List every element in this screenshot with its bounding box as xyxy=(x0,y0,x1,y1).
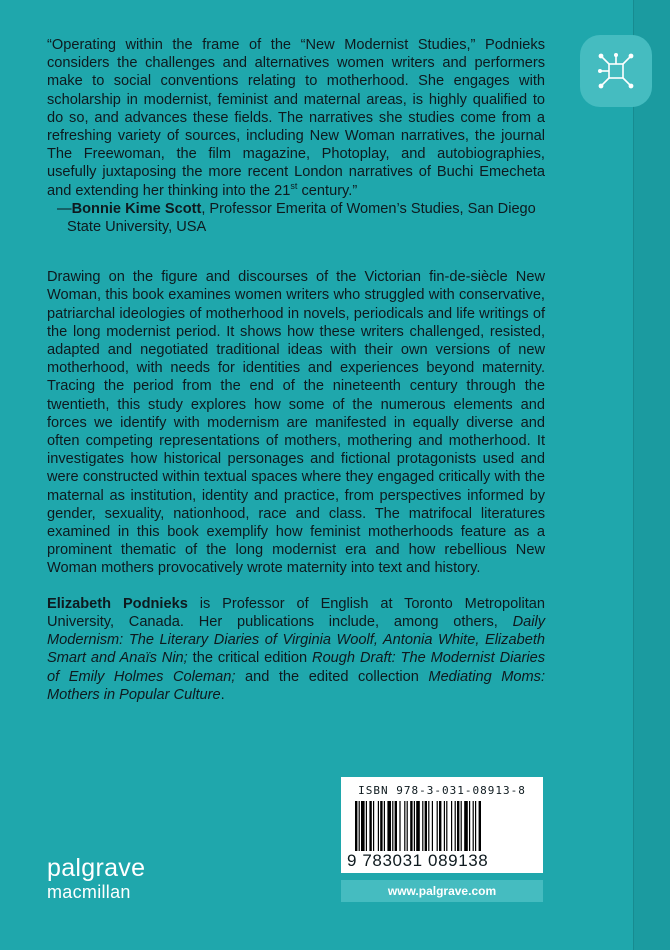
quote-text: “Operating within the frame of the “New Modernist Studies,” Podnieks considers the challenges and alternatives women writers and performers make to social conventions relating to motherhood. She engages with scholarship in modernist, feminist and maternal areas, is highly qualified to do so, and advances these fields. The narratives she studies come from a refreshing variety of sources, including New Woman narratives, the journal The Freewoman, the film magazine, Photoplay, and autobiographies, usefully juxtaposing the more recent London narratives of Buchi Emecheta and extending her thinking into the 21 xyxy=(47,37,545,199)
barcode-bar xyxy=(469,801,470,851)
barcode-bar xyxy=(384,801,385,851)
barcode-bar xyxy=(416,801,420,851)
bio-text-3: and the edited collection xyxy=(235,668,429,685)
barcode-bar xyxy=(410,801,412,851)
bio-title-1: Daily Modernism: The Literary Diaries of Virginia Woolf, Antonia White, Elizabeth Smart and Anaïs Nin; xyxy=(47,613,545,667)
barcode-bar xyxy=(369,801,371,851)
attrib-dash: — xyxy=(57,200,72,217)
barcode-bar xyxy=(432,801,433,851)
barcode-bar xyxy=(395,801,397,851)
publisher-line1: palgrave xyxy=(47,854,146,882)
barcode-bar xyxy=(479,801,481,851)
barcode-bar xyxy=(444,801,445,851)
attrib-affiliation: , Professor Emerita of Women’s Studies, San Diego State University, USA xyxy=(67,200,536,236)
endorsement-quote xyxy=(47,36,545,200)
barcode-bar xyxy=(437,801,438,851)
barcode-bar xyxy=(428,801,429,851)
publisher-url[interactable]: www.palgrave.com xyxy=(341,880,543,902)
barcode-bars xyxy=(349,801,537,853)
barcode-bar xyxy=(464,801,468,851)
author-bio xyxy=(47,595,545,704)
quote-attribution xyxy=(57,200,545,236)
barcode-bar xyxy=(407,801,408,851)
barcode-bar xyxy=(473,801,474,851)
barcode-bar xyxy=(414,801,415,851)
publisher-logo xyxy=(47,856,145,901)
isbn-barcode xyxy=(341,777,543,873)
barcode-bar xyxy=(361,801,365,851)
isbn-label: ISBN 978-3-031-08913-8 xyxy=(358,784,526,797)
book-description: Drawing on the figure and discourses of the Victorian fin-de-siècle New Woman, this book examines women writers who struggled with conservative, patriarchal ideologies of motherhood in novels, periodicals and life writings of the long modernist period. It shows how these writers challenged, resisted, adapted and negotiated traditional ideas with their own versions of new motherhood, with needs for identities and experiences beyond maternity. Tracing the period from the end of the nineteenth century through the twentieth, this study explores how some of the numerous elements and forces we identify with modernism are manifested in equally diverse and often competing representations of mothers, mothering and motherhood. It investigates how historical personages and fictional protagonists used and were constructed within textual spaces where they engaged critically with the maternal as institution, identity and practice, from perspectives informed by gender, sexuality, nationhood, race and class. The matrifocal literatures examined in this book exemplify how feminist motherhoods feature as a prominent thematic of the long modernist era and how rebellious New Woman mothers provocatively wrote maternity into text and history. xyxy=(47,269,545,577)
bio-text-4: . xyxy=(220,686,225,703)
barcode-bar xyxy=(355,801,357,851)
barcode-bar xyxy=(366,801,367,851)
bio-text-2: the critical edition xyxy=(187,650,313,667)
barcode-bar xyxy=(422,801,423,851)
barcode-bar xyxy=(451,801,452,851)
series-logo-badge xyxy=(580,35,652,107)
spine-strip xyxy=(633,0,670,950)
barcode-bar xyxy=(446,801,447,851)
barcode-bar xyxy=(404,801,405,851)
network-nodes-icon xyxy=(596,51,636,91)
quote-superscript: st xyxy=(290,180,298,191)
barcode-bar xyxy=(359,801,360,851)
barcode-bar xyxy=(457,801,459,851)
barcode-digits: 9 783031 089138 xyxy=(347,851,489,870)
barcode-bar xyxy=(425,801,427,851)
bio-title-3: Mediating Moms: Mothers in Popular Culture xyxy=(47,668,546,703)
back-cover-text xyxy=(47,36,545,704)
author-name: Elizabeth Podnieks xyxy=(47,595,188,612)
publisher-line2: macmillan xyxy=(47,882,131,902)
quote-tail: century.” xyxy=(297,182,358,199)
bio-text-1: is Professor of English at Toronto Metropolitan University, Canada. Her publications include, among others, xyxy=(47,595,545,630)
barcode-bar xyxy=(380,801,382,851)
attrib-name: Bonnie Kime Scott xyxy=(71,200,202,217)
barcode-bar xyxy=(455,801,456,851)
barcode-bar xyxy=(378,801,379,851)
barcode-bar xyxy=(475,801,476,851)
barcode-bar xyxy=(399,801,400,851)
barcode-bar xyxy=(392,801,393,851)
barcode-bar xyxy=(373,801,374,851)
barcode-bar xyxy=(439,801,441,851)
barcode-bar xyxy=(461,801,462,851)
bio-title-2: Rough Draft: The Modernist Diaries of Emily Holmes Coleman; xyxy=(47,650,545,685)
barcode-bar xyxy=(387,801,391,851)
